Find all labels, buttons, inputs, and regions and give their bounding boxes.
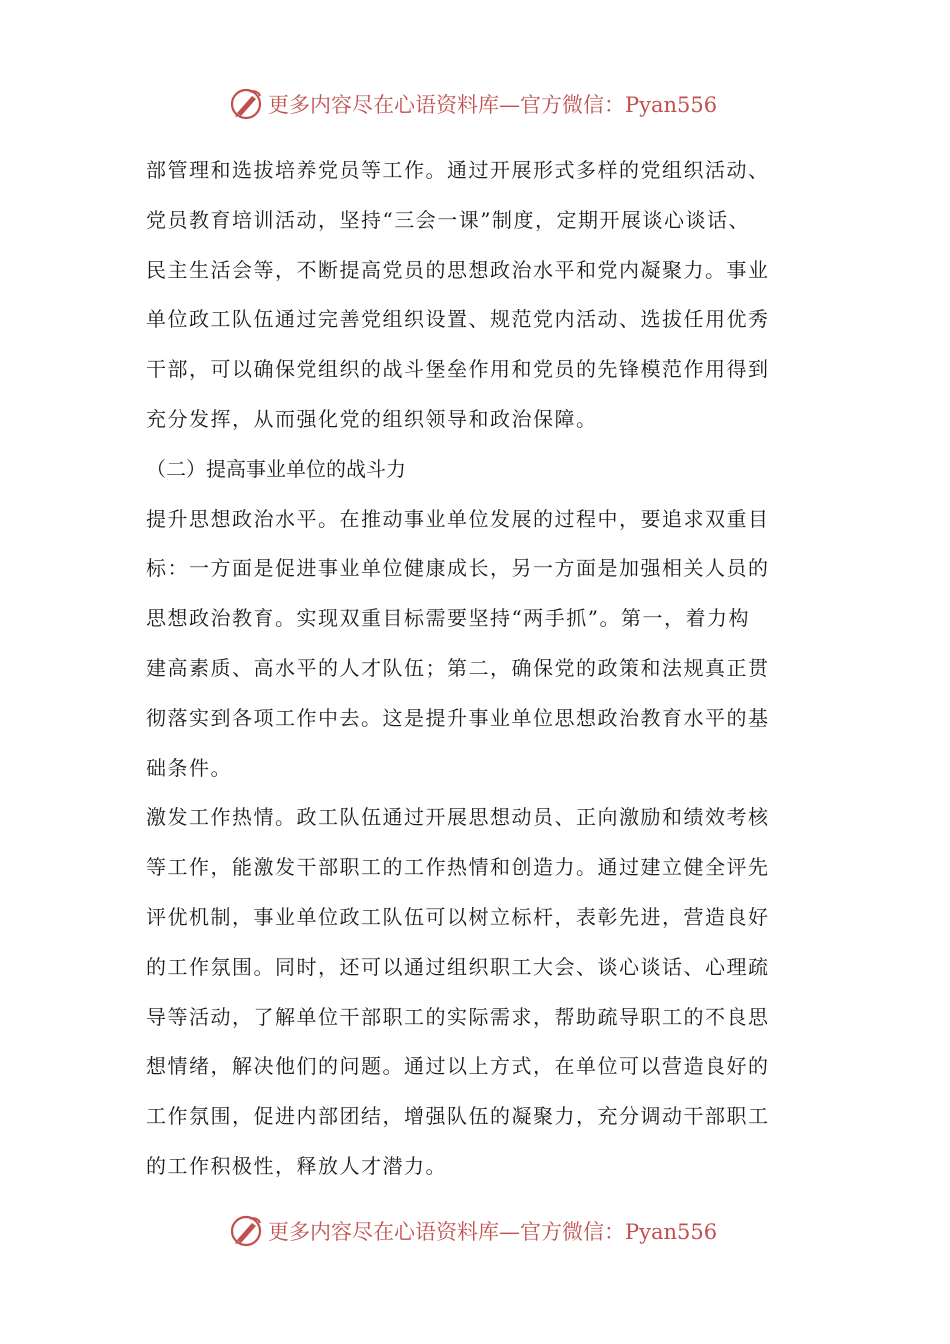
header-banner <box>228 84 717 124</box>
body-line: 干部，可以确保党组织的战斗堡垒作用和党员的先锋模范作用得到 <box>146 357 770 382</box>
body-line: 想情绪，解决他们的问题。通过以上方式，在单位可以营造良好的 <box>146 1054 770 1079</box>
footer-banner-text: 更多内容尽在心语资料库—官方微信：Pyan556 <box>268 1220 718 1244</box>
body-line: 激发工作热情。政工队伍通过开展思想动员、正向激励和绩效考核 <box>146 805 770 830</box>
body-line: 党员教育培训活动，坚持“三会一课”制度，定期开展谈心谈话、 <box>146 207 750 232</box>
body-line: 的工作氛围。同时，还可以通过组织职工大会、谈心谈话、心理疏 <box>146 954 770 979</box>
footer-banner <box>228 1211 717 1251</box>
section-heading: （二）提高事业单位的战斗力 <box>146 456 406 481</box>
body-line: 单位政工队伍通过完善党组织设置、规范党内活动、选拔任用优秀 <box>146 307 770 332</box>
body-line: 评优机制，事业单位政工队伍可以树立标杆，表彰先进，营造良好 <box>146 904 770 929</box>
body-line: 充分发挥，从而强化党的组织领导和政治保障。 <box>146 406 598 431</box>
body-line: 彻落实到各项工作中去。这是提升事业单位思想政治教育水平的基 <box>146 705 770 730</box>
body-line: 建高素质、高水平的人才队伍；第二，确保党的政策和法规真正贯 <box>146 655 770 680</box>
body-line: 础条件。 <box>146 755 232 780</box>
document-body <box>146 146 806 1192</box>
body-line: 思想政治教育。实现双重目标需要坚持“两手抓”。第一，着力构 <box>146 606 750 631</box>
body-line: 部管理和选拔培养党员等工作。通过开展形式多样的党组织活动、 <box>146 158 770 182</box>
body-line: 提升思想政治水平。在推动事业单位发展的过程中，要追求双重目 <box>146 506 770 531</box>
pen-logo-icon <box>228 1213 264 1249</box>
body-line: 工作氛围，促进内部团结，增强队伍的凝聚力，充分调动干部职工 <box>146 1104 770 1129</box>
body-line: 民主生活会等，不断提高党员的思想政治水平和党内凝聚力。事业 <box>146 257 770 282</box>
body-line: 等工作，能激发干部职工的工作热情和创造力。通过建立健全评先 <box>146 855 770 880</box>
body-line: 导等活动，了解单位干部职工的实际需求，帮助疏导职工的不良思 <box>146 1004 770 1029</box>
header-banner-text: 更多内容尽在心语资料库—官方微信：Pyan556 <box>268 93 718 117</box>
body-line: 标：一方面是促进事业单位健康成长，另一方面是加强相关人员的 <box>146 556 770 581</box>
pen-logo-icon <box>228 86 264 122</box>
body-line: 的工作积极性，释放人才潜力。 <box>146 1153 447 1178</box>
